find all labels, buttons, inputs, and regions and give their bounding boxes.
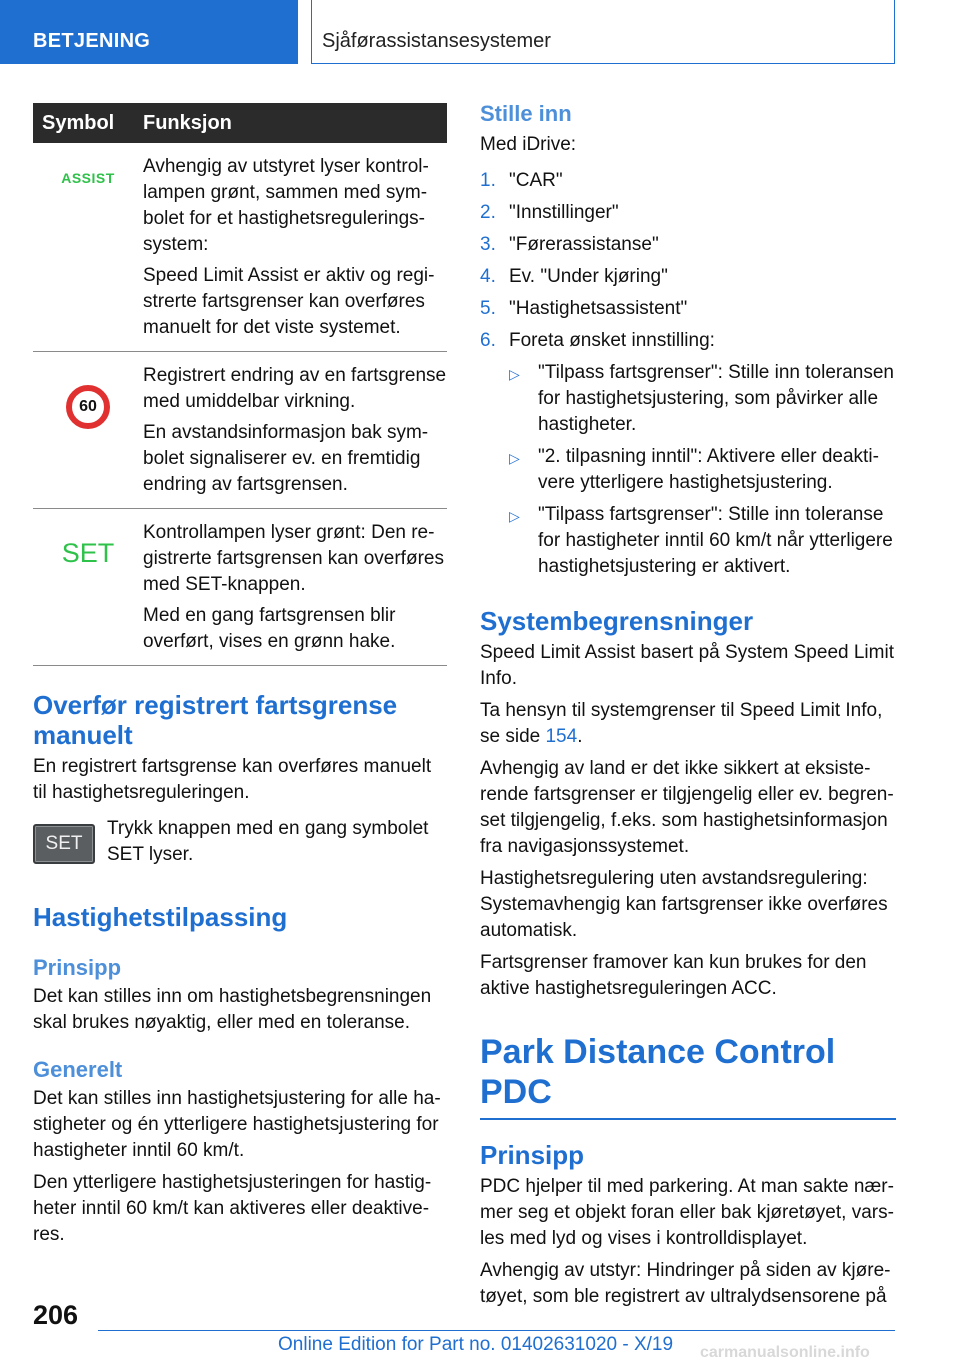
limits-text: Speed Limit Assist basert på System Speed Limit Info.: [480, 642, 894, 689]
table-header: [33, 103, 447, 143]
page-link[interactable]: 154: [545, 726, 578, 747]
table-header-symbol: Symbol: [42, 111, 115, 134]
row-text: Speed Limit Assist er aktiv og registrerte fartsgrenser kan overføres manuelt for det viste systemet.: [143, 265, 435, 338]
speed-adapt-principle-heading: Prinsipp: [33, 955, 122, 980]
list-item: 6. Foreta ønsket innstilling:: [480, 330, 715, 351]
triangle-bullet-icon: ▷: [509, 508, 520, 524]
section-title: BETJENING: [33, 30, 151, 52]
table-header-function: Funksjon: [143, 111, 232, 134]
list-item: 5. "Hastighetsassistent": [480, 298, 688, 319]
list-item: ▷ "Tilpass fartsgrenser": Stille inn toleransen for hastighetsjustering, som påvirker alle hastigheter.: [509, 360, 896, 438]
pdc-principle-heading: Prinsipp: [480, 1140, 585, 1170]
row-text: Registrert endring av en fartsgrense med umiddelbar virkning.: [143, 365, 447, 412]
speed-limit-sign-icon: 60: [66, 385, 110, 429]
table-row: [33, 143, 447, 352]
triangle-bullet-icon: ▷: [509, 450, 520, 466]
table-row: [33, 509, 447, 666]
speed-adapt-heading: Hastighetstilpassing: [33, 902, 288, 932]
speed-adapt-principle-text: Det kan stilles inn om hastighetsbegrensningen skal brukes nøyaktig, eller med en toleranse.: [33, 986, 432, 1033]
symbol-table: [33, 103, 447, 666]
row-text: Med en gang fartsgrensen blir overført, vises en grønn hake.: [143, 605, 396, 652]
section-tab: [0, 0, 298, 64]
limits-text: Hastighetsregulering uten avstandsregulering: Systemavhengig kan fartsgrenser ikke overføres automatisk.: [480, 868, 888, 941]
list-item: ▷ "2. tilpasning inntil": Aktivere eller deaktivere ytterligere hastighetsjustering.: [509, 444, 896, 496]
manual-transfer-heading: Overfør registrert fartsgrense manuelt: [33, 690, 398, 750]
assist-indicator-icon: ASSIST: [61, 170, 115, 186]
limits-text: Ta hensyn til systemgrenser til Speed Limit Info, se side 154.: [480, 700, 883, 747]
setup-steps: [480, 168, 896, 354]
row-text: En avstandsinformasjon bak symbolet signaliserer ev. en fremtidig endring av fartsgrensen.: [143, 422, 429, 495]
pdc-text: PDC hjelper til med parkering. At man sakte nærmer seg et objekt foran eller bak kjøretøyet, varsles med lyd og vises i kontrolldisplayet.: [480, 1176, 894, 1249]
manual-transfer-intro: En registrert fartsgrense kan overføres manuelt til hastighetsreguleringen.: [33, 756, 432, 803]
set-instruction: [33, 816, 447, 868]
list-item: ▷ "Tilpass fartsgrenser": Stille inn toleranse for hastigheter inntil 60 km/t når ytterligere hastighetsjustering er aktivert.: [509, 502, 896, 580]
setup-heading: Stille inn: [480, 101, 572, 126]
speed-adapt-general-text: Det kan stilles inn hastighetsjustering for alle hastigheter og én ytterligere hastighetsjustering for hastigheter inntil 60 km/t.: [33, 1088, 441, 1161]
set-instruction-text: Trykk knappen med en gang symbolet SET lyser.: [107, 818, 429, 865]
row-text: Avhengig av utstyret lyser kontrollampen grønt, sammen med symbolet for et hastighetsreguleringssystem:: [143, 156, 429, 255]
triangle-bullet-icon: ▷: [509, 366, 520, 382]
speed-adapt-general-heading: Generelt: [33, 1057, 123, 1082]
footer-edition: Online Edition for Part no. 01402631020 - X/19: [278, 1334, 674, 1355]
limits-text: Fartsgrenser framover kan kun brukes for den aktive hastighetsreguleringen ACC.: [480, 952, 867, 999]
speed-adapt-general-text: Den ytterligere hastighetsjusteringen for hastigheter inntil 60 km/t kan aktiveres eller deaktiveres.: [33, 1172, 432, 1245]
page-number: 206: [33, 1300, 79, 1330]
watermark: carmanualsonline.info: [700, 1344, 870, 1361]
list-item: 4. Ev. "Under kjøring": [480, 266, 668, 287]
set-button-icon: SET: [33, 824, 95, 864]
set-indicator-icon: SET: [61, 538, 115, 568]
footer-divider: [98, 1330, 895, 1331]
pdc-heading: Park Distance Control PDC: [480, 1032, 896, 1120]
pdc-text: Avhengig av utstyr: Hindringer på siden av kjøretøyet, som ble registrert av ultralydsensorene på: [480, 1260, 891, 1307]
row-text: Kontrollampen lyser grønt: Den registrerte fartsgrensen kan overføres med SET-knappen.: [143, 522, 444, 595]
chapter-tab: [311, 0, 895, 64]
right-column: [480, 100, 896, 1310]
list-item: 1. "CAR": [480, 170, 563, 191]
chapter-title: Sjåførassistansesystemer: [322, 30, 551, 52]
setup-intro: Med iDrive:: [480, 134, 577, 155]
limits-heading: Systembegrensninger: [480, 606, 754, 636]
list-item: 3. "Førerassistanse": [480, 234, 659, 255]
left-column: [33, 103, 447, 1248]
limits-text: Avhengig av land er det ikke sikkert at eksisterende fartsgrenser er tilgjengelig eller ev. begrenset tilgjengelig, f.eks. som hastighetsinformasjon fra navigasjonssystemet.: [480, 758, 894, 857]
setup-substeps: [509, 360, 896, 580]
list-item: 2. "Innstillinger": [480, 202, 619, 223]
table-row: [33, 352, 447, 509]
